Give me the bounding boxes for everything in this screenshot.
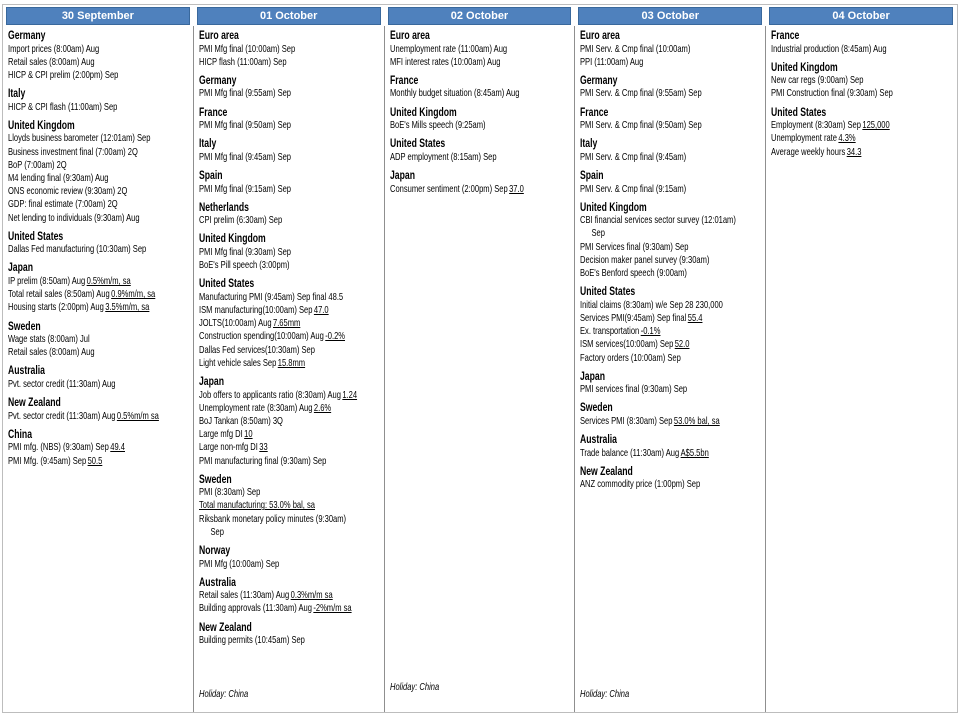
event-value: 2.6% bbox=[313, 401, 331, 414]
event-item bbox=[199, 402, 381, 415]
event-text: Pvt. sector credit (11:30am) Aug bbox=[8, 377, 116, 390]
event-item bbox=[199, 43, 381, 56]
day-column bbox=[385, 5, 576, 712]
country-name: United Kingdom bbox=[771, 59, 838, 74]
country-section bbox=[8, 428, 190, 468]
event-text: PMI Mfg (10:00am) Sep bbox=[198, 557, 280, 570]
event-value: 50.5 bbox=[87, 454, 103, 467]
country-section bbox=[580, 137, 762, 164]
event-text: PMI mfg. (NBS) (9:30am) Sep bbox=[8, 441, 109, 454]
event-item bbox=[8, 212, 190, 225]
day-column bbox=[766, 5, 957, 712]
country-name: Japan bbox=[580, 368, 606, 383]
country-section bbox=[580, 433, 762, 460]
country-section bbox=[199, 74, 381, 101]
event-text: PMI Mfg final (9:30am) Sep bbox=[198, 245, 291, 258]
event-text: PMI Mfg final (9:50am) Sep bbox=[198, 119, 291, 132]
country-name: Italy bbox=[580, 136, 598, 151]
event-item bbox=[199, 441, 381, 454]
event-item bbox=[8, 185, 190, 198]
country-section bbox=[8, 119, 190, 225]
event-text: Dallas Fed manufacturing (10:30am) Sep bbox=[8, 243, 147, 256]
event-text: BoP (7:00am) 2Q bbox=[8, 158, 67, 171]
country-section bbox=[199, 277, 381, 370]
event-text: PMI Serv. & Cmp final (9:15am) bbox=[580, 182, 687, 195]
holiday-note: Holiday: China bbox=[389, 681, 439, 693]
event-item bbox=[580, 87, 762, 100]
event-item bbox=[771, 87, 953, 100]
event-value: 1.24 bbox=[342, 388, 357, 401]
event-item bbox=[580, 312, 762, 325]
event-value: 15.8mm bbox=[277, 356, 305, 369]
event-text: Building permits (10:45am) Sep bbox=[198, 634, 305, 647]
event-item bbox=[8, 69, 190, 82]
event-value: 34.3 bbox=[846, 145, 862, 158]
event-item bbox=[580, 447, 762, 460]
event-value: Total manufacturing: 53.0% bal, sa bbox=[198, 499, 315, 512]
event-text: Ex. transportation bbox=[580, 325, 640, 338]
event-text: ONS economic review (9:30am) 2Q bbox=[8, 185, 128, 198]
event-item bbox=[580, 415, 762, 428]
event-text: Wage stats (8:00am) Jul bbox=[8, 333, 90, 346]
event-text: PMI (8:30am) Sep bbox=[198, 486, 261, 499]
day-header: 30 September bbox=[6, 7, 190, 25]
country-section bbox=[580, 201, 762, 281]
event-text: Services PMI(9:45am) Sep final bbox=[580, 311, 687, 324]
event-text: BoE's Mills speech (9:25am) bbox=[389, 119, 486, 132]
country-section bbox=[199, 621, 381, 648]
country-name: Germany bbox=[580, 72, 618, 87]
country-name: Australia bbox=[8, 363, 45, 378]
event-item bbox=[8, 132, 190, 145]
country-name: Euro area bbox=[389, 28, 430, 42]
event-item bbox=[199, 87, 381, 100]
event-item bbox=[580, 267, 762, 280]
event-item bbox=[199, 119, 381, 132]
event-text: IP prelim (8:50am) Aug bbox=[8, 274, 86, 287]
country-section bbox=[199, 137, 381, 164]
country-name: Italy bbox=[8, 86, 26, 101]
event-item bbox=[199, 602, 381, 615]
country-section bbox=[8, 261, 190, 314]
country-section bbox=[580, 285, 762, 365]
country-name: United Kingdom bbox=[580, 199, 648, 214]
event-item bbox=[8, 333, 190, 346]
event-text: Unemployment rate (8:30am) Aug bbox=[198, 401, 313, 414]
event-item bbox=[580, 119, 762, 132]
event-item bbox=[199, 246, 381, 259]
event-text: BoJ Tankan (8:50am) 3Q bbox=[198, 414, 283, 427]
country-name: Netherlands bbox=[198, 199, 249, 214]
event-text: Riksbank monetary policy minutes (9:30am) bbox=[198, 512, 346, 525]
event-item bbox=[8, 243, 190, 256]
day-column bbox=[194, 5, 385, 712]
event-item bbox=[580, 383, 762, 396]
event-item bbox=[580, 254, 762, 267]
calendar-grid bbox=[3, 5, 957, 712]
event-item bbox=[8, 455, 190, 468]
event-item bbox=[199, 344, 381, 357]
country-section bbox=[199, 375, 381, 468]
event-value: 53.0% bal, sa bbox=[674, 414, 721, 427]
country-name: Japan bbox=[8, 260, 33, 275]
event-item bbox=[580, 151, 762, 164]
country-section bbox=[580, 29, 762, 69]
event-item bbox=[580, 352, 762, 365]
country-name: Sweden bbox=[8, 318, 41, 333]
event-text: HICP & CPI prelim (2:00pm) Sep bbox=[8, 68, 119, 81]
event-value: 0.3%m/m sa bbox=[290, 589, 333, 602]
event-text: PMI Serv. & Cmp final (9:55am) Sep bbox=[580, 87, 703, 100]
event-text: Pvt. sector credit (11:30am) Aug bbox=[8, 409, 116, 422]
event-text: PMI Mfg final (9:55am) Sep bbox=[198, 87, 291, 100]
event-item bbox=[199, 151, 381, 164]
day-events-inner bbox=[580, 28, 762, 704]
country-name: United States bbox=[198, 276, 255, 291]
event-item bbox=[771, 146, 953, 159]
event-text: Employment (8:30am) Sep bbox=[771, 119, 862, 132]
event-value: 4.3% bbox=[838, 132, 856, 145]
event-item bbox=[199, 526, 381, 539]
event-value: 0.5%m/m, sa bbox=[86, 274, 131, 287]
holiday-note: Holiday: China bbox=[198, 688, 248, 700]
day-events bbox=[3, 25, 194, 712]
event-item bbox=[390, 56, 572, 69]
event-item bbox=[199, 455, 381, 468]
event-value: 49.4 bbox=[110, 441, 125, 454]
event-value: 55.4 bbox=[688, 311, 703, 324]
event-item bbox=[199, 589, 381, 602]
event-text: Large mfg DI bbox=[198, 428, 243, 441]
event-text: Retail sales (8:00am) Aug bbox=[8, 346, 95, 359]
event-item bbox=[580, 478, 762, 491]
event-value: -2%m/m sa bbox=[313, 602, 352, 615]
event-item bbox=[580, 56, 762, 69]
event-item bbox=[390, 151, 572, 164]
event-item bbox=[8, 56, 190, 69]
event-text: Manufacturing PMI (9:45am) Sep final 48.5 bbox=[198, 290, 343, 303]
country-section bbox=[199, 473, 381, 539]
event-text: Net lending to individuals (9:30am) Aug bbox=[8, 211, 140, 224]
event-item bbox=[580, 43, 762, 56]
country-name: Germany bbox=[198, 72, 237, 87]
day-events bbox=[194, 25, 385, 712]
country-name: United States bbox=[771, 104, 827, 119]
country-section bbox=[8, 230, 190, 257]
country-section bbox=[390, 137, 572, 164]
country-name: United Kingdom bbox=[389, 104, 457, 119]
country-section bbox=[580, 401, 762, 428]
event-text: PMI Serv. & Cmp final (9:50am) Sep bbox=[580, 119, 703, 132]
country-section bbox=[8, 396, 190, 423]
country-section bbox=[771, 61, 953, 101]
day-events-inner bbox=[390, 28, 572, 704]
event-text: Import prices (8:00am) Aug bbox=[8, 42, 100, 55]
event-text: Sep bbox=[591, 227, 606, 240]
event-text: Services PMI (8:30am) Sep bbox=[580, 414, 673, 427]
country-name: Norway bbox=[198, 543, 231, 558]
country-name: Spain bbox=[580, 168, 604, 183]
event-item bbox=[199, 259, 381, 272]
event-value: 0.9%m/m, sa bbox=[111, 288, 156, 301]
event-text: PMI Mfg final (10:00am) Sep bbox=[198, 42, 296, 55]
event-text: Job offers to applicants ratio (8:30am) Aug bbox=[198, 388, 341, 401]
country-section bbox=[580, 465, 762, 492]
event-item bbox=[8, 288, 190, 301]
country-name: Japan bbox=[389, 168, 415, 183]
country-section bbox=[199, 232, 381, 272]
event-text: ISM services(10:00am) Sep bbox=[580, 338, 674, 351]
event-text: Monthly budget situation (8:45am) Aug bbox=[389, 87, 520, 100]
event-item bbox=[390, 119, 572, 132]
event-item bbox=[580, 299, 762, 312]
event-item bbox=[8, 441, 190, 454]
event-text: PMI Services final (9:30am) Sep bbox=[580, 240, 689, 253]
event-item bbox=[199, 304, 381, 317]
event-text: ADP employment (8:15am) Sep bbox=[389, 150, 497, 163]
event-value: 10 bbox=[243, 428, 253, 441]
event-text: Industrial production (8:45am) Aug bbox=[771, 42, 887, 55]
event-item bbox=[771, 43, 953, 56]
event-item bbox=[580, 325, 762, 338]
event-value: A$5.5bn bbox=[681, 446, 710, 459]
event-text: PMI Mfg final (9:15am) Sep bbox=[198, 182, 291, 195]
country-name: United States bbox=[580, 284, 636, 299]
country-name: France bbox=[389, 72, 418, 87]
event-value: 52.0 bbox=[675, 338, 690, 351]
country-name: Japan bbox=[198, 374, 224, 389]
day-header: 03 October bbox=[578, 7, 762, 25]
event-text: Sep bbox=[210, 525, 224, 538]
event-value: 3.5%m/m, sa bbox=[105, 301, 150, 314]
event-value: -0.2% bbox=[325, 330, 345, 343]
country-section bbox=[580, 74, 762, 101]
country-name: New Zealand bbox=[580, 463, 634, 478]
event-text: Unemployment rate bbox=[771, 132, 838, 145]
event-text: Consumer sentiment (2:00pm) Sep bbox=[389, 182, 508, 195]
event-text: Light vehicle sales Sep bbox=[198, 356, 277, 369]
event-text: Business investment final (7:00am) 2Q bbox=[8, 145, 138, 158]
country-name: Australia bbox=[198, 574, 236, 589]
event-text: Initial claims (8:30am) w/e Sep 28 230,000 bbox=[580, 298, 724, 311]
event-text: ANZ commodity price (1:00pm) Sep bbox=[580, 478, 701, 491]
country-name: China bbox=[8, 426, 33, 441]
country-section bbox=[8, 320, 190, 360]
event-text: M4 lending final (9:30am) Aug bbox=[8, 171, 109, 184]
holiday-note: Holiday: China bbox=[580, 688, 630, 700]
country-name: France bbox=[580, 104, 609, 119]
event-value: 47.0 bbox=[313, 304, 329, 317]
event-text: ISM manufacturing(10:00am) Sep bbox=[198, 304, 313, 317]
event-item bbox=[199, 183, 381, 196]
event-text: PMI Construction final (9:30am) Sep bbox=[771, 87, 894, 100]
country-section bbox=[390, 29, 572, 69]
event-text: New car regs (9:00am) Sep bbox=[771, 74, 864, 87]
event-item bbox=[8, 301, 190, 314]
country-section bbox=[771, 29, 953, 56]
event-text: Retail sales (11:30am) Aug bbox=[198, 589, 290, 602]
event-value: 125,000 bbox=[862, 119, 890, 132]
event-text: GDP: final estimate (7:00am) 2Q bbox=[8, 198, 118, 211]
event-item bbox=[199, 389, 381, 402]
event-item bbox=[390, 43, 572, 56]
event-item bbox=[8, 159, 190, 172]
event-text: Trade balance (11:30am) Aug bbox=[580, 446, 680, 459]
country-name: Australia bbox=[580, 432, 618, 447]
event-text: Building approvals (11:30am) Aug bbox=[198, 602, 312, 615]
country-section bbox=[199, 544, 381, 571]
event-item bbox=[199, 214, 381, 227]
event-item bbox=[8, 101, 190, 114]
country-name: United States bbox=[8, 228, 64, 243]
event-text: Retail sales (8:00am) Aug bbox=[8, 55, 95, 68]
country-section bbox=[390, 169, 572, 196]
event-item bbox=[199, 634, 381, 647]
event-text: BoE's Benford speech (9:00am) bbox=[580, 267, 688, 280]
event-value: -0.1% bbox=[641, 325, 661, 338]
event-text: Dallas Fed services(10:30am) Sep bbox=[198, 343, 315, 356]
event-text: HICP flash (11:00am) Sep bbox=[198, 55, 287, 68]
event-value: 0.5%m/m sa bbox=[116, 409, 159, 422]
event-value: 7.65mm bbox=[272, 317, 301, 330]
event-item bbox=[8, 198, 190, 211]
event-item bbox=[199, 357, 381, 370]
event-item bbox=[199, 558, 381, 571]
country-name: France bbox=[771, 28, 800, 42]
country-section bbox=[390, 106, 572, 133]
country-section bbox=[199, 29, 381, 69]
event-value: 33 bbox=[259, 441, 268, 454]
country-name: United States bbox=[389, 136, 445, 151]
event-item bbox=[390, 87, 572, 100]
event-item bbox=[199, 415, 381, 428]
country-section bbox=[580, 169, 762, 196]
economic-calendar-table bbox=[2, 4, 958, 713]
event-item bbox=[8, 172, 190, 185]
event-item bbox=[390, 183, 572, 196]
event-text: MFI interest rates (10:00am) Aug bbox=[389, 55, 501, 68]
event-text: BoE's Pill speech (3:00pm) bbox=[198, 259, 290, 272]
event-text: Lloyds business barometer (12:01am) Sep bbox=[8, 132, 151, 145]
day-events-inner bbox=[771, 28, 953, 704]
event-text: Total retail sales (8:50am) Aug bbox=[8, 288, 110, 301]
event-item bbox=[8, 146, 190, 159]
country-name: Euro area bbox=[198, 28, 239, 42]
country-name: Sweden bbox=[198, 471, 232, 486]
event-text: HICP & CPI flash (11:00am) Sep bbox=[8, 100, 118, 113]
day-events bbox=[766, 25, 957, 712]
day-events-inner bbox=[8, 28, 190, 704]
country-name: United Kingdom bbox=[8, 117, 75, 132]
country-section bbox=[199, 201, 381, 228]
country-name: United Kingdom bbox=[198, 231, 266, 246]
event-text: PMI services final (9:30am) Sep bbox=[580, 383, 688, 396]
country-name: New Zealand bbox=[198, 619, 252, 634]
day-column bbox=[575, 5, 766, 712]
event-text: PMI Mfg. (9:45am) Sep bbox=[8, 454, 87, 467]
country-section bbox=[8, 29, 190, 82]
event-item bbox=[580, 183, 762, 196]
country-name: Euro area bbox=[580, 28, 621, 42]
event-text: PMI Serv. & Cmp final (10:00am) bbox=[580, 42, 691, 55]
event-text: Average weekly hours bbox=[771, 145, 846, 158]
country-section bbox=[771, 106, 953, 159]
event-text: PMI Serv. & Cmp final (9:45am) bbox=[580, 150, 687, 163]
event-text: Decision maker panel survey (9:30am) bbox=[580, 253, 710, 266]
event-item bbox=[771, 119, 953, 132]
country-name: Spain bbox=[198, 168, 223, 183]
event-item bbox=[199, 330, 381, 343]
day-header: 04 October bbox=[769, 7, 953, 25]
day-header: 02 October bbox=[388, 7, 572, 25]
country-name: France bbox=[198, 104, 228, 119]
country-name: Germany bbox=[8, 28, 46, 42]
day-events bbox=[385, 25, 576, 712]
event-item bbox=[8, 346, 190, 359]
day-column bbox=[3, 5, 194, 712]
event-item bbox=[199, 513, 381, 526]
country-section bbox=[8, 87, 190, 114]
event-text: Factory orders (10:00am) Sep bbox=[580, 351, 682, 364]
event-text: CBI financial services sector survey (12:01am) bbox=[580, 214, 737, 227]
event-item bbox=[771, 74, 953, 87]
event-text: JOLTS(10:00am) Aug bbox=[198, 317, 272, 330]
event-item bbox=[199, 486, 381, 499]
country-name: New Zealand bbox=[8, 395, 61, 410]
event-text: Large non-mfg DI bbox=[198, 441, 258, 454]
country-section bbox=[580, 370, 762, 397]
event-item bbox=[580, 241, 762, 254]
event-item bbox=[8, 275, 190, 288]
event-text: CPI prelim (6:30am) Sep bbox=[198, 214, 282, 227]
event-text: Construction spending(10:00am) Aug bbox=[198, 330, 324, 343]
event-item bbox=[771, 132, 953, 145]
country-section bbox=[390, 74, 572, 101]
country-section bbox=[199, 106, 381, 133]
day-events-inner bbox=[199, 28, 381, 704]
country-name: Sweden bbox=[580, 400, 614, 415]
event-text: Unemployment rate (11:00am) Aug bbox=[389, 42, 507, 55]
country-name: Italy bbox=[198, 136, 217, 151]
event-item bbox=[199, 317, 381, 330]
event-item bbox=[199, 428, 381, 441]
event-item bbox=[8, 410, 190, 423]
event-item bbox=[199, 499, 381, 512]
event-text: Housing starts (2:00pm) Aug bbox=[8, 301, 104, 314]
event-item bbox=[8, 378, 190, 391]
event-text: PMI manufacturing final (9:30am) Sep bbox=[198, 454, 327, 467]
event-value: 37.0 bbox=[508, 182, 524, 195]
event-text: PPI (11:00am) Aug bbox=[580, 55, 644, 68]
event-item bbox=[580, 227, 762, 240]
day-header: 01 October bbox=[197, 7, 381, 25]
country-section bbox=[199, 576, 381, 616]
event-item bbox=[8, 43, 190, 56]
event-item bbox=[199, 56, 381, 69]
event-item bbox=[199, 291, 381, 304]
event-item bbox=[580, 338, 762, 351]
country-section bbox=[580, 106, 762, 133]
country-section bbox=[8, 364, 190, 391]
day-events bbox=[575, 25, 766, 712]
event-item bbox=[580, 214, 762, 227]
country-section bbox=[199, 169, 381, 196]
event-text: PMI Mfg final (9:45am) Sep bbox=[198, 150, 291, 163]
